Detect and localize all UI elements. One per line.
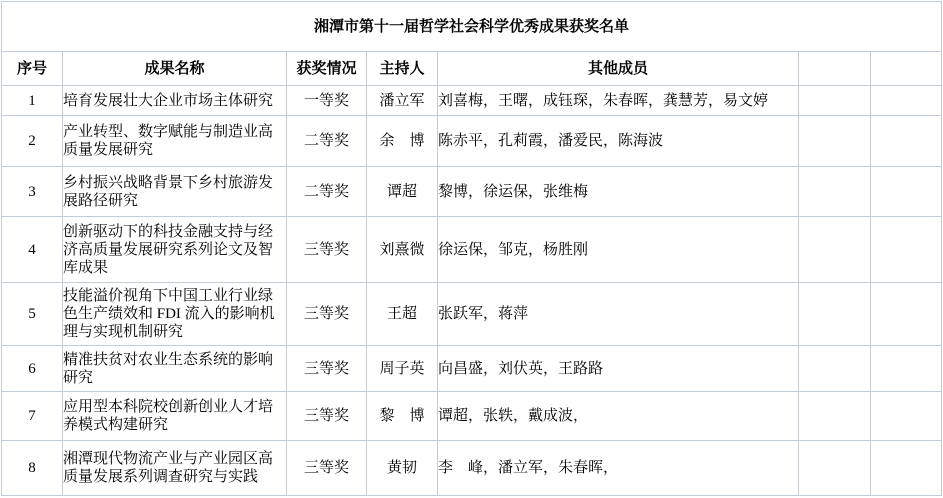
column-header-award: 获奖情况 <box>287 52 367 86</box>
leader-name: 余 博 <box>367 116 438 167</box>
leader-name: 黎 博 <box>367 392 438 441</box>
column-header-members: 其他成员 <box>438 52 799 86</box>
empty-cell <box>799 167 871 217</box>
achievement-name: 精准扶贫对农业生态系统的影响研究 <box>63 346 287 392</box>
row-index: 3 <box>2 167 63 217</box>
achievement-name: 乡村振兴战略背景下乡村旅游发展路径研究 <box>63 167 287 217</box>
member-list: 陈赤平，孔莉霞，潘爱民，陈海波 <box>438 116 799 167</box>
empty-cell <box>871 283 942 346</box>
leader-name: 谭超 <box>367 167 438 217</box>
empty-header-cell <box>799 52 871 86</box>
awards-table <box>1 1 942 496</box>
empty-cell <box>799 217 871 283</box>
achievement-name: 技能溢价视角下中国工业行业绿色生产绩效和 FDI 流入的影响机理与实现机制研究 <box>63 283 287 346</box>
empty-cell <box>871 392 942 441</box>
empty-cell <box>871 346 942 392</box>
table-row <box>2 167 942 217</box>
table-row <box>2 86 942 116</box>
table-row <box>2 441 942 496</box>
leader-name: 周子英 <box>367 346 438 392</box>
member-list: 黎博，徐运保，张维梅 <box>438 167 799 217</box>
member-list: 李 峰，潘立军，朱春晖， <box>438 441 799 496</box>
column-header-leader: 主持人 <box>367 52 438 86</box>
achievement-name: 产业转型、数字赋能与制造业高质量发展研究 <box>63 116 287 167</box>
row-index: 8 <box>2 441 63 496</box>
award-level: 三等奖 <box>287 283 367 346</box>
empty-cell <box>799 392 871 441</box>
column-header-index: 序号 <box>2 52 63 86</box>
empty-cell <box>799 86 871 116</box>
leader-name: 黄韧 <box>367 441 438 496</box>
award-level: 三等奖 <box>287 217 367 283</box>
award-level: 一等奖 <box>287 86 367 116</box>
award-level: 三等奖 <box>287 441 367 496</box>
empty-cell <box>871 116 942 167</box>
leader-name: 潘立军 <box>367 86 438 116</box>
row-index: 6 <box>2 346 63 392</box>
table-row <box>2 217 942 283</box>
member-list: 向昌盛，刘伏英，王路路 <box>438 346 799 392</box>
row-index: 4 <box>2 217 63 283</box>
award-level: 二等奖 <box>287 167 367 217</box>
achievement-name: 培育发展壮大企业市场主体研究 <box>63 86 287 116</box>
achievement-name: 应用型本科院校创新创业人才培养模式构建研究 <box>63 392 287 441</box>
achievement-name: 湘潭现代物流产业与产业园区高质量发展系列调查研究与实践 <box>63 441 287 496</box>
row-index: 7 <box>2 392 63 441</box>
empty-cell <box>799 346 871 392</box>
empty-cell <box>799 283 871 346</box>
table-row <box>2 116 942 167</box>
empty-cell <box>799 116 871 167</box>
row-index: 5 <box>2 283 63 346</box>
member-list: 徐运保，邹克，杨胜刚 <box>438 217 799 283</box>
member-list: 谭超，张轶，戴成波， <box>438 392 799 441</box>
empty-cell <box>871 217 942 283</box>
page-title: 湘潭市第十一届哲学社会科学优秀成果获奖名单 <box>2 2 942 52</box>
column-header-name: 成果名称 <box>63 52 287 86</box>
leader-name: 刘熹微 <box>367 217 438 283</box>
empty-cell <box>871 441 942 496</box>
row-index: 2 <box>2 116 63 167</box>
member-list: 刘喜梅，王曙，成钰琛，朱春晖，龚慧芳，易文婷 <box>438 86 799 116</box>
table-row <box>2 392 942 441</box>
empty-cell <box>871 86 942 116</box>
title-row <box>2 2 942 52</box>
header-row <box>2 52 942 86</box>
table-row <box>2 346 942 392</box>
achievement-name: 创新驱动下的科技金融支持与经济高质量发展研究系列论文及智库成果 <box>63 217 287 283</box>
member-list: 张跃军，蒋萍 <box>438 283 799 346</box>
leader-name: 王超 <box>367 283 438 346</box>
row-index: 1 <box>2 86 63 116</box>
empty-cell <box>799 441 871 496</box>
award-level: 三等奖 <box>287 346 367 392</box>
award-level: 二等奖 <box>287 116 367 167</box>
empty-cell <box>871 167 942 217</box>
table-row <box>2 283 942 346</box>
award-level: 三等奖 <box>287 392 367 441</box>
empty-header-cell <box>871 52 942 86</box>
